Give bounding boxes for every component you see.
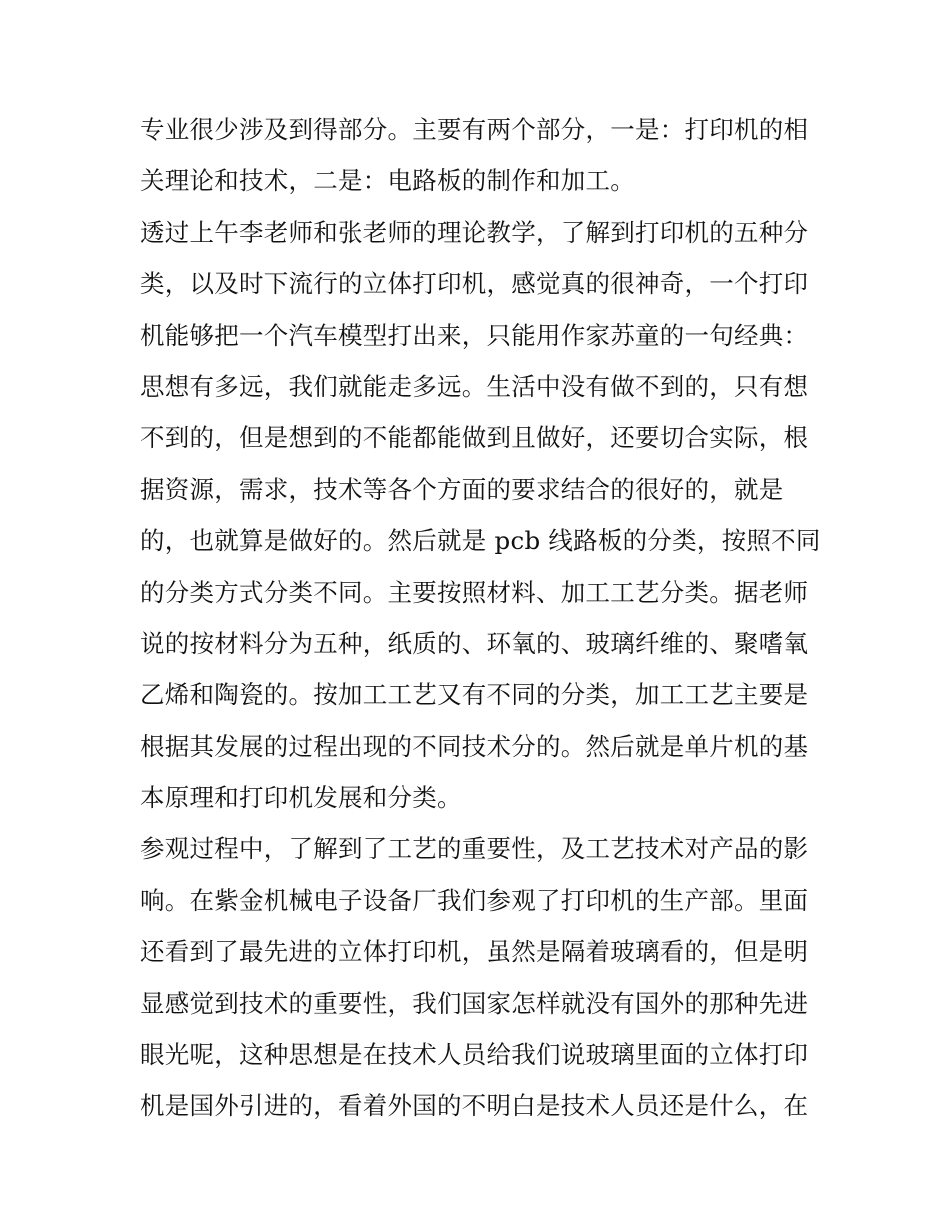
text-line: 关理论和技术，二是：电路板的制作和加工。 <box>140 166 635 196</box>
text-line: 的分类方式分类不同。主要按照材料、加工工艺分类。据老师 <box>140 577 809 607</box>
text-line: 不到的，但是想到的不能都能做到且做好，还要切合实际，根 <box>140 423 809 453</box>
text-line: 说的按材料分为五种，纸质的、环氧的、玻璃纤维的、聚嗜氧 <box>140 628 809 658</box>
text-line: 机是国外引进的，看着外国的不明白是技术人员还是什么，在 <box>140 1091 809 1121</box>
text-line: 显感觉到技术的重要性，我们国家怎样就没有国外的那种先进 <box>140 988 809 1018</box>
paragraph-3 <box>140 823 820 1131</box>
text-line: 响。在紫金机械电子设备厂我们参观了打印机的生产部。里面 <box>140 885 809 915</box>
text-line: 透过上午李老师和张老师的理论教学，了解到打印机的五种分 <box>140 217 809 247</box>
text-line: 根据其发展的过程出现的不同技术分的。然后就是单片机的基 <box>140 731 809 761</box>
text-line: 乙烯和陶瓷的。按加工工艺又有不同的分类，加工工艺主要是 <box>140 680 809 710</box>
text-line: 据资源，需求，技术等各个方面的要求结合的很好的，就是 <box>140 474 784 504</box>
text-line: 本原理和打印机发展和分类。 <box>140 783 462 813</box>
text-line: 思想有多远，我们就能走多远。生活中没有做不到的，只有想 <box>140 371 809 401</box>
paragraph-1 <box>140 104 820 207</box>
text-line: 的，也就算是做好的。然后就是 pcb 线路板的分类，按照不同 <box>140 526 821 556</box>
text-line: 眼光呢，这种思想是在技术人员给我们说玻璃里面的立体打印 <box>140 1040 809 1070</box>
document-body <box>140 104 820 1132</box>
text-line: 专业很少涉及到得部分。主要有两个部分，一是：打印机的相 <box>140 115 809 144</box>
text-line: 类，以及时下流行的立体打印机，感觉真的很神奇，一个打印 <box>140 269 809 299</box>
text-line: 机能够把一个汽车模型打出来，只能用作家苏童的一句经典： <box>140 320 809 350</box>
text-line: 参观过程中，了解到了工艺的重要性，及工艺技术对产品的影 <box>140 834 809 864</box>
paragraph-2 <box>140 207 820 824</box>
text-line: 还看到了最先进的立体打印机，虽然是隔着玻璃看的，但是明 <box>140 937 809 967</box>
